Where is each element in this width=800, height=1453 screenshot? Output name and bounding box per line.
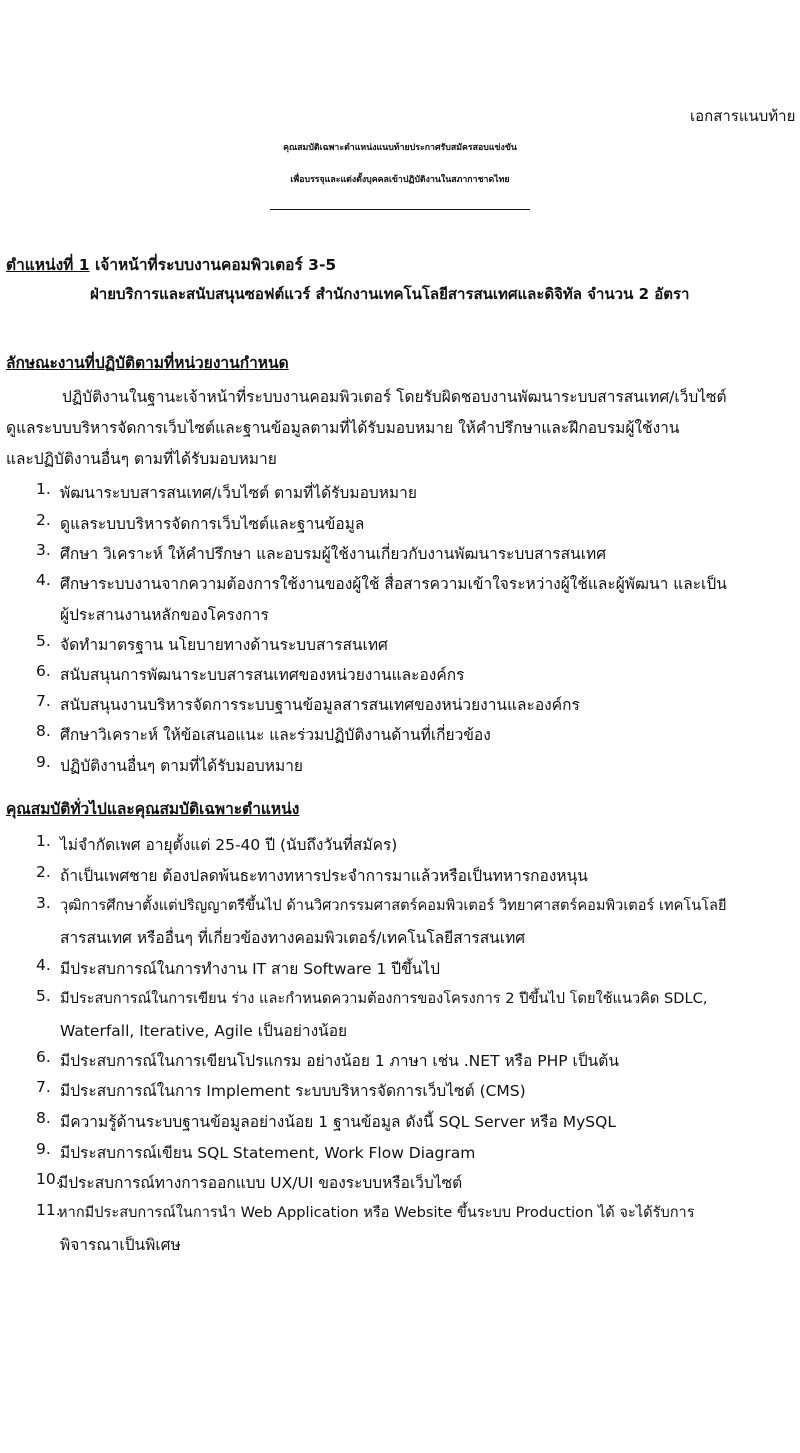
qualifications-heading: คุณสมบัติทั่วไปและคุณสมบัติเฉพาะตำแหน่ง (6, 800, 300, 818)
duties-heading: ลักษณะงานที่ปฏิบัติตามที่หน่วยงานกำหนด (6, 354, 289, 372)
title-divider (270, 209, 530, 210)
duties-intro-line-3: และปฏิบัติงานอื่นๆ ตามที่ได้รับมอบหมาย (6, 450, 277, 468)
duties-intro-line-2: ดูแลระบบบริหารจัดการเว็บไซต์และฐานข้อมูลตามที่ได้รับมอบหมาย ให้คำปรึกษาและฝึกอบรมผู้ใช้งาน (6, 419, 680, 437)
position-department: ฝ่ายบริการและสนับสนุนซอฟต์แวร์ สำนักงานเทคโนโลยีสารสนเทศและดิจิทัล จำนวน 2 อัตรา (90, 285, 690, 303)
position-heading (6, 252, 336, 277)
attachment-label: เอกสารแนบท้าย (690, 107, 796, 125)
position-label: ตำแหน่งที่ 1 (6, 256, 90, 274)
document-page: เอกสารแนบท้าย คุณสมบัติเฉพาะตำแหน่งแนบท้ายประกาศรับสมัครสอบแข่งขัน เพื่อบรรจุและแต่งตั้งบุคคลเข้าปฏิบัติงานในสภากาชาดไทย ตำแหน่งที่ 1 เจ้าหน้าที่ระบบงานคอมพิวเตอร์ 3-5 ฝ่ายบริการและสนับสนุนซอฟต์แวร์ สำนักงานเทคโนโลยีสารสนเทศและดิจิทัล จำนวน 2 อัตรา ลักษณะงานที่ปฏิบัติตามที่หน่วยงานกำหนด ปฏิบัติงานในฐานะเจ้าหน้าที่ระบบงานคอมพิวเตอร์ โดยรับผิดชอบงานพัฒนาระบบสารสนเทศ/เว็บไซต์ ดูแลระบบบริหารจัดการเว็บไซต์และฐานข้อมูลตามที่ได้รับมอบหมาย ให้คำปรึกษาและฝึกอบรมผู้ใช้งาน และปฏิบัติงานอื่นๆ ตามที่ได้รับมอบหมาย 1. พัฒนาระบบสารสนเทศ/เว็บไซต์ ตามที่ได้รับมอบหมาย 2. ดูแลระบบบริหารจัดการเว็บไซต์และฐานข้อมูล 3. ศึกษา วิเคราะห์ ให้คำปรึกษา และอบรมผู้ใช้งานเกี่ยวกับงานพัฒนาระบบสารสนเทศ 4. ศึกษาระบบงานจากความต้องการใช้งานของผู้ใช้ สื่อสารความเข้าใจระหว่างผู้ใช้และผู้พัฒนา และเป็น ผู้ประสานงานหลักของโครงการ 5. จัดทำมาตรฐาน นโยบายทางด้านระบบสารสนเทศ 6. สนับสนุนการพัฒนาระบบสารสนเทศของหน่วยงานและองค์กร 7. สนับสนุนงานบริหารจัดการระบบฐานข้อมูลสารสนเทศของหน่วยงานและองค์กร 8. ศึกษาวิเคราะห์ ให้ข้อเสนอแนะ และร่วมปฏิบัติงานด้านที่เกี่ยวข้อง 9. ปฏิบัติงานอื่นๆ ตามที่ได้รับมอบหมาย คุณสมบัติทั่วไปและคุณสมบัติเฉพาะตำแหน่ง 1. ไม่จำกัดเพศ อายุตั้งแต่ 25-40 ปี (นับถึงวันที่สมัคร) 2. ถ้าเป็นเพศชาย ต้องปลดพ้นธะทางทหารประจำการมาแล้วหรือเป็นทหารกองหนุน 3. วุฒิการศึกษาตั้งแต่ปริญญาตรีขึ้นไป ด้านวิศวกรรมศาสตร์คอมพิวเตอร์ วิทยาศาสตร์คอมพิวเตอร์ เทคโนโลยี สารสนเทศ หรืออื่นๆ ที่เกี่ยวข้องทางคอมพิวเตอร์/เทคโนโลยีสารสนเทศ 4. มีประสบการณ์ในการทำงาน IT สาย Software 1 ปีขึ้นไป 5. มีประสบการณ์ในการเขียน ร่าง และกำหนดความต้องการของโครงการ 2 ปีขึ้นไป โดยใช้แนวคิด SDLC, Waterfall, Iterative, Agile เป็นอย่างน้อย 6. มีประสบการณ์ในการเขียนโปรแกรม อย่างน้อย 1 ภาษา เช่น .NET หรือ PHP เป็นต้น 7. มีประสบการณ์ในการ Implement ระบบบริหารจัดการเว็บไซต์ (CMS) 8. มีความรู้ด้านระบบฐานข้อมูลอย่างน้อย 1 ฐานข้อมูล ดังนี้ SQL Server หรือ MySQL 9. มีประสบการณ์เขียน SQL Statement, Work Flow Diagram 10. มีประสบการณ์ทางการออกแบบ UX/UI ของระบบหรือเว็บไซต์ 11. หากมีประสบการณ์ในการนำ Web Application หรือ Website ขึ้นระบบ Production ได้ จะได้รับการ พิจารณาเป็นพิเศษ (0, 0, 800, 1453)
position-title: เจ้าหน้าที่ระบบงานคอมพิวเตอร์ 3-5 (94, 256, 337, 274)
duties-intro-line-1: ปฏิบัติงานในฐานะเจ้าหน้าที่ระบบงานคอมพิวเตอร์ โดยรับผิดชอบงานพัฒนาระบบสารสนเทศ/เว็บไซต์ (62, 388, 727, 406)
document-title-line-2: เพื่อบรรจุและแต่งตั้งบุคคลเข้าปฏิบัติงานในสภากาชาดไทย (290, 175, 510, 185)
document-title-line-1: คุณสมบัติเฉพาะตำแหน่งแนบท้ายประกาศรับสมัครสอบแข่งขัน (283, 143, 517, 153)
